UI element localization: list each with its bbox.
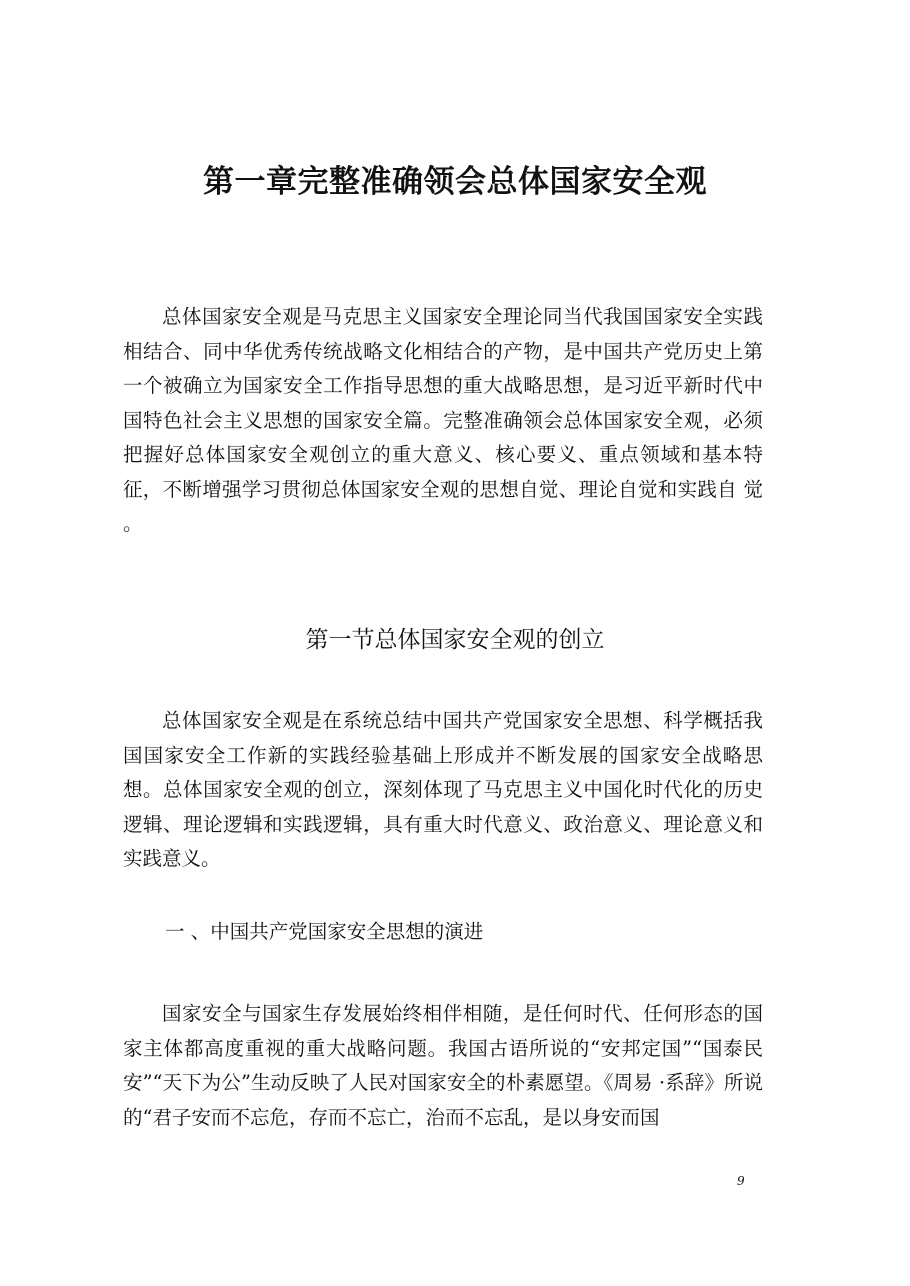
- page-number: 9: [737, 1174, 745, 1188]
- intro-paragraph: 总体国家安全观是马克思主义国家安全理论同当代我国国家安全实践相结合、同中华优秀传统战略文化相结合的产物，是中国共产党历史上第一个被确立为国家安全工作指导思想的重大战略思想，是习近平新时代中国特色社会主义思想的国家安全篇。完整准确领会总体国家安全观，必须把握好总体国家安全观创立的重大意义、核心要义、重点领域和基本特征，不断增强学习贯彻总体国家安全观的思想自觉、理论自觉和实践自 觉 。: [123, 305, 763, 535]
- section-paragraph: 总体国家安全观是在系统总结中国共产党国家安全思想、科学概括我国国家安全工作新的实践经验基础上形成并不断发展的国家安全战略思想。总体国家安全观的创立，深刻体现了马克思主义中国化时代化的历史逻辑、理论逻辑和实践逻辑，具有重大时代意义、政治意义、理论意义和实践意义。: [123, 709, 763, 870]
- subsection-paragraph: 国家安全与国家生存发展始终相伴相随，是任何时代、任何形态的国家主体都高度重视的重大战略问题。我国古语所说的“安邦定国”“国泰民安”“天下为公”生动反映了人民对国家安全的朴素愿望。《周易 ·系辞》所说的“君子安而不忘危，存而不忘亡，治而不忘乱，是以身安而国: [123, 1002, 763, 1129]
- section-title: 第一节总体国家安全观的创立: [305, 627, 605, 653]
- subsection-heading: 一 、中国共产党国家安全思想的演进: [165, 920, 484, 943]
- chapter-title: 第一章完整准确领会总体国家安全观: [203, 164, 707, 200]
